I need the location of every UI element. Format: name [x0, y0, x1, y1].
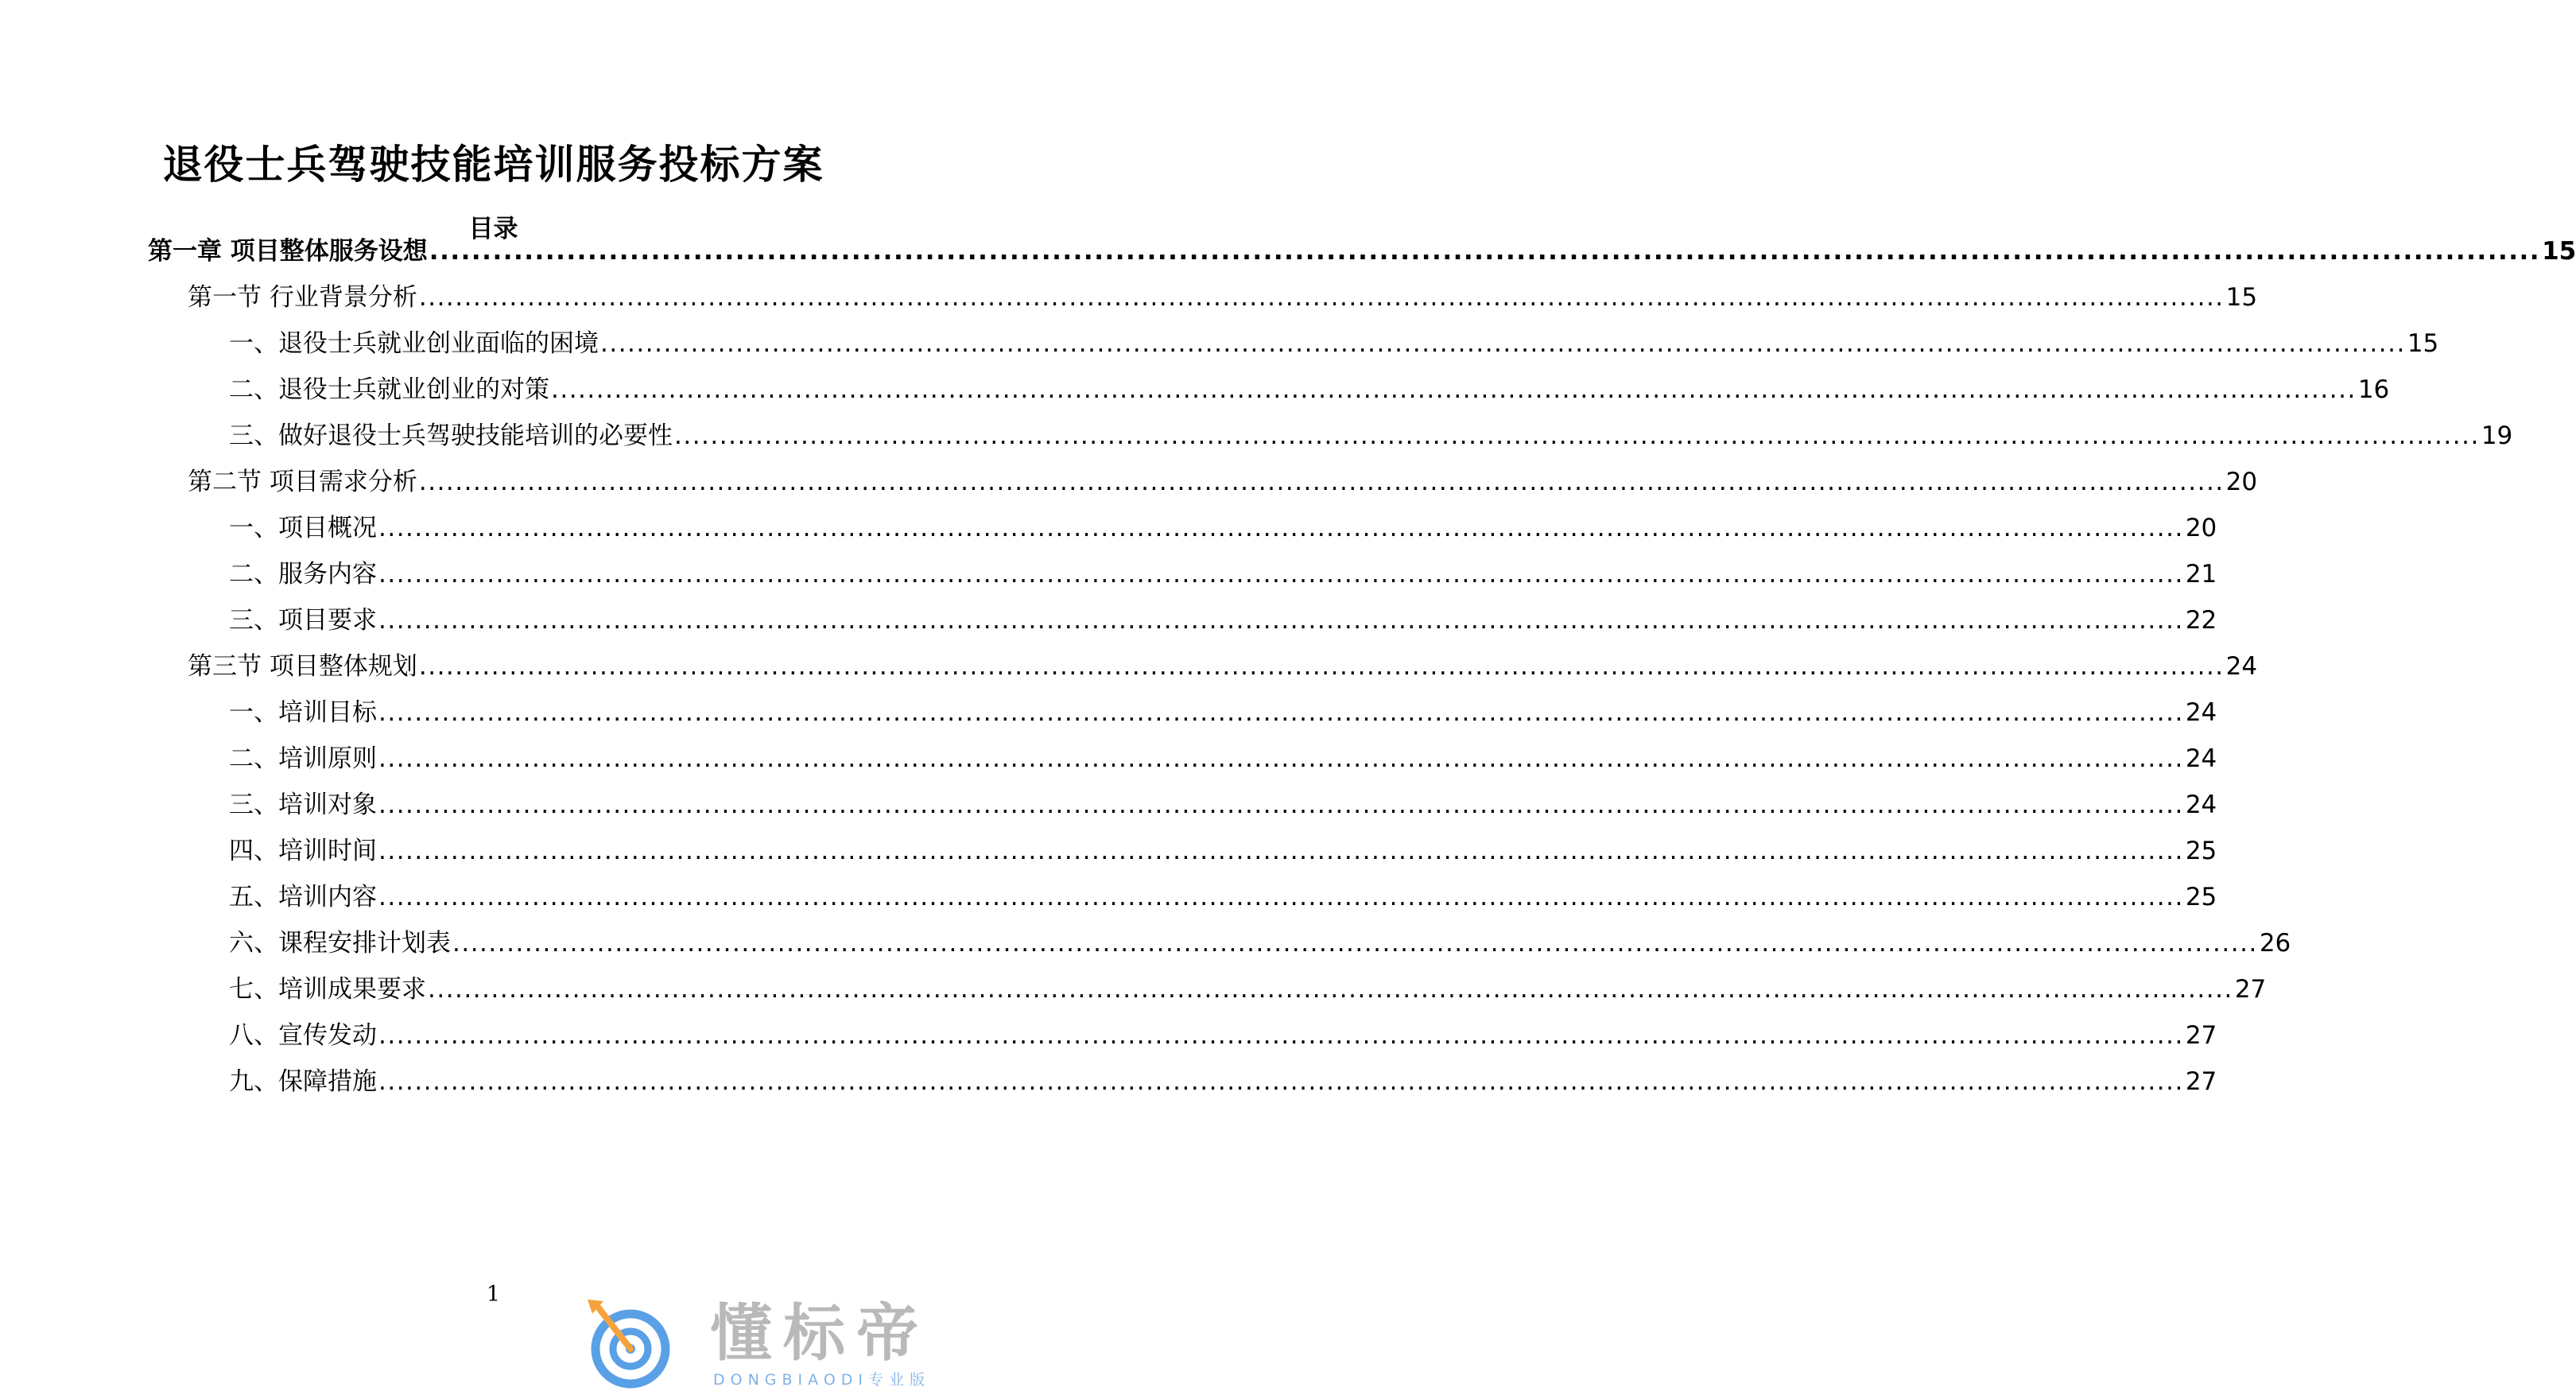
- toc-dot-leader: ........................................................................................................................................................................................................: [378, 1021, 2184, 1050]
- toc-entry-label: 一、培训目标: [229, 698, 377, 727]
- toc-dot-leader: ........................................................................................................................................................................................................: [378, 1067, 2184, 1096]
- document-title: 退役士兵驾驶技能培训服务投标方案: [162, 142, 824, 188]
- toc-entry-page: 27: [2185, 1021, 2217, 1050]
- toc-entry[interactable]: [229, 741, 2217, 776]
- toc-entry-page: 16: [2357, 375, 2390, 404]
- toc-entry[interactable]: [229, 972, 2267, 1007]
- toc-entry-page: 27: [2234, 975, 2267, 1004]
- toc-entry[interactable]: [229, 557, 2217, 592]
- toc-entry[interactable]: [188, 464, 2258, 499]
- toc-dot-leader: ........................................................................................................................................................................................................: [378, 698, 2184, 727]
- toc-dot-leader: ........................................................................................................................................................................................................: [674, 422, 2480, 450]
- toc-dot-leader: ........................................................................................................................................................................................................: [418, 652, 2225, 681]
- toc-entry[interactable]: [229, 603, 2217, 638]
- toc-entry-page: 26: [2259, 929, 2291, 958]
- toc-entry-page: 15: [2542, 237, 2576, 266]
- toc-entry-label: 三、做好退役士兵驾驶技能培训的必要性: [229, 422, 673, 450]
- watermark-brand: 懂标帝: [710, 1298, 930, 1370]
- toc-entry[interactable]: [229, 372, 2390, 407]
- toc-entry-label: 三、项目要求: [229, 606, 377, 635]
- toc-entry-label: 一、项目概况: [229, 514, 377, 542]
- toc-dot-leader: ........................................................................................................................................................................................................: [600, 329, 2406, 358]
- toc-entry-label: 二、服务内容: [229, 560, 377, 589]
- toc-entry-label: 五、培训内容: [229, 883, 377, 911]
- toc-dot-leader: ........................................................................................................................................................................................................: [429, 237, 2541, 266]
- toc-entry[interactable]: [229, 326, 2439, 361]
- toc-entry-page: 20: [2185, 514, 2217, 542]
- toc-entry-label: 一、退役士兵就业创业面临的困境: [229, 329, 599, 358]
- toc-entry-page: 22: [2185, 606, 2217, 635]
- toc-dot-leader: ........................................................................................................................................................................................................: [378, 560, 2184, 589]
- toc-entry[interactable]: [188, 280, 2258, 315]
- toc-heading: 目录: [468, 215, 518, 243]
- toc-dot-leader: ........................................................................................................................................................................................................: [378, 606, 2184, 635]
- page-number: 1: [486, 1282, 501, 1307]
- toc-entry-label: 七、培训成果要求: [229, 975, 426, 1004]
- toc-dot-leader: ........................................................................................................................................................................................................: [551, 375, 2357, 404]
- toc-entry[interactable]: [188, 649, 2258, 684]
- toc-entry[interactable]: [229, 511, 2217, 546]
- toc-dot-leader: ........................................................................................................................................................................................................: [452, 929, 2258, 958]
- toc-dot-leader: ........................................................................................................................................................................................................: [378, 744, 2184, 773]
- toc-dot-leader: ........................................................................................................................................................................................................: [378, 883, 2184, 911]
- target-arrow-icon: [584, 1296, 684, 1390]
- toc-dot-leader: ........................................................................................................................................................................................................: [378, 791, 2184, 819]
- toc-entry-label: 第三节 项目整体规划: [188, 652, 417, 681]
- toc-entry[interactable]: [229, 1018, 2217, 1053]
- toc-entry-label: 九、保障措施: [229, 1067, 377, 1096]
- toc-entry-page: 24: [2185, 698, 2217, 727]
- toc-entry[interactable]: [229, 1064, 2217, 1099]
- toc-dot-leader: ........................................................................................................................................................................................................: [378, 837, 2184, 865]
- toc-entry-page: 20: [2225, 468, 2258, 496]
- toc-entry-label: 四、培训时间: [229, 837, 377, 865]
- toc-entry-page: 24: [2225, 652, 2258, 681]
- toc-entry-page: 15: [2225, 283, 2258, 312]
- toc-entry[interactable]: [229, 695, 2217, 730]
- toc-entry-page: 25: [2185, 837, 2217, 865]
- toc-entry[interactable]: [229, 787, 2217, 822]
- toc-entry-page: 27: [2185, 1067, 2217, 1096]
- toc-entry-label: 第一章 项目整体服务设想: [148, 237, 428, 266]
- toc-entry-label: 二、培训原则: [229, 744, 377, 773]
- watermark: [584, 1296, 974, 1390]
- toc-dot-leader: ........................................................................................................................................................................................................: [428, 975, 2233, 1004]
- toc-entry-label: 六、课程安排计划表: [229, 929, 451, 958]
- toc-entry-label: 三、培训对象: [229, 791, 377, 819]
- toc-dot-leader: ........................................................................................................................................................................................................: [418, 283, 2225, 312]
- toc-dot-leader: ........................................................................................................................................................................................................: [378, 514, 2184, 542]
- toc-entry-label: 二、退役士兵就业创业的对策: [229, 375, 549, 404]
- toc-dot-leader: ........................................................................................................................................................................................................: [418, 468, 2225, 496]
- toc-entry[interactable]: [229, 418, 2513, 453]
- toc-entry-page: 21: [2185, 560, 2217, 589]
- toc-entry-page: 15: [2407, 329, 2439, 358]
- toc-entry-page: 24: [2185, 744, 2217, 773]
- toc-entry-page: 25: [2185, 883, 2217, 911]
- watermark-subtitle: DONGBIAODI专业版: [713, 1371, 931, 1389]
- toc-entry-label: 第一节 行业背景分析: [188, 283, 417, 312]
- toc-entry[interactable]: [229, 926, 2291, 961]
- toc-entry[interactable]: [229, 834, 2217, 868]
- toc-entry-label: 第二节 项目需求分析: [188, 468, 417, 496]
- toc-entry[interactable]: [148, 234, 2576, 269]
- toc-entry-page: 19: [2481, 422, 2513, 450]
- toc-entry-label: 八、宣传发动: [229, 1021, 377, 1050]
- toc-entry-page: 24: [2185, 791, 2217, 819]
- toc-entry[interactable]: [229, 880, 2217, 915]
